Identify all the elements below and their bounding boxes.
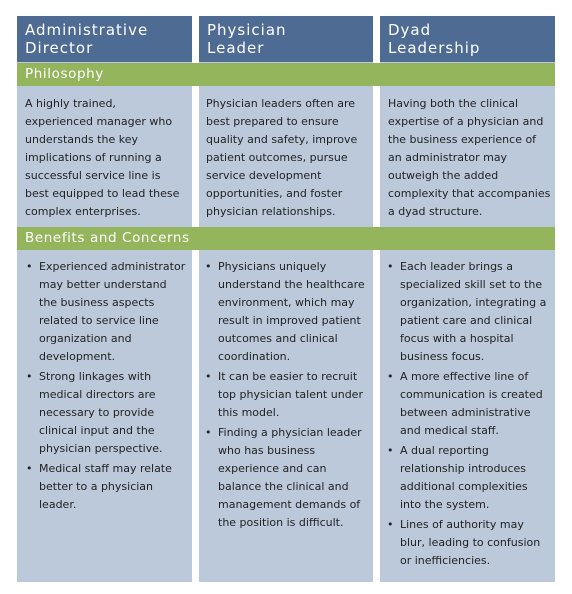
list-item: • A dual reporting relationship introduces additional complexities into the system. <box>386 442 551 514</box>
philosophy-text: A highly trained, experienced manager who understands the key implications of running a successful service line is best equipped to lead these complex enterprises. <box>25 97 180 218</box>
philosophy-text: Having both the clinical expertise of a physician and the business experience of an administrator may outweigh the added complexity that accompanies a dyad structure. <box>388 97 551 218</box>
header-line: Physician <box>207 21 287 39</box>
column-header-physician-leader <box>199 16 373 62</box>
header-line: Leader <box>207 39 265 57</box>
section-band-philosophy: Philosophy <box>17 63 555 86</box>
benefits-list <box>25 258 188 516</box>
list-item: • Medical staff may relate better to a physician leader. <box>25 460 188 514</box>
section-band-benefits: Benefits and Concerns <box>17 227 555 250</box>
benefits-list <box>386 258 551 572</box>
list-item: • Strong linkages with medical directors are necessary to provide clinical input and the physician perspective. <box>25 368 188 458</box>
header-line: Dyad <box>388 21 432 39</box>
list-item: • Physicians uniquely understand the healthcare environment, which may result in improved patient outcomes and clinical coordination. <box>204 258 369 366</box>
column-header-administrative-director <box>17 16 192 62</box>
column-header-dyad-leadership <box>380 16 555 62</box>
header-line: Director <box>25 39 94 57</box>
list-item: • Each leader brings a specialized skill set to the organization, integrating a patient care and clinical focus with a hospital business focus. <box>386 258 551 366</box>
list-item: • Finding a physician leader who has business experience and can balance the clinical and management demands of the position is difficult. <box>204 424 369 532</box>
list-item: • It can be easier to recruit top physician talent under this model. <box>204 368 369 422</box>
benefits-list <box>204 258 369 534</box>
list-item: • Experienced administrator may better understand the business aspects related to service line organization and development. <box>25 258 188 366</box>
list-item: • A more effective line of communication is created between administrative and medical staff. <box>386 368 551 440</box>
header-line: Leadership <box>388 39 481 57</box>
philosophy-text: Physician leaders often are best prepared to ensure quality and safety, improve patient outcomes, pursue service development opportunities, and foster physician relationships. <box>206 97 358 218</box>
header-line: Administrative <box>25 21 149 39</box>
list-item: • Lines of authority may blur, leading to confusion or inefficiencies. <box>386 516 551 570</box>
